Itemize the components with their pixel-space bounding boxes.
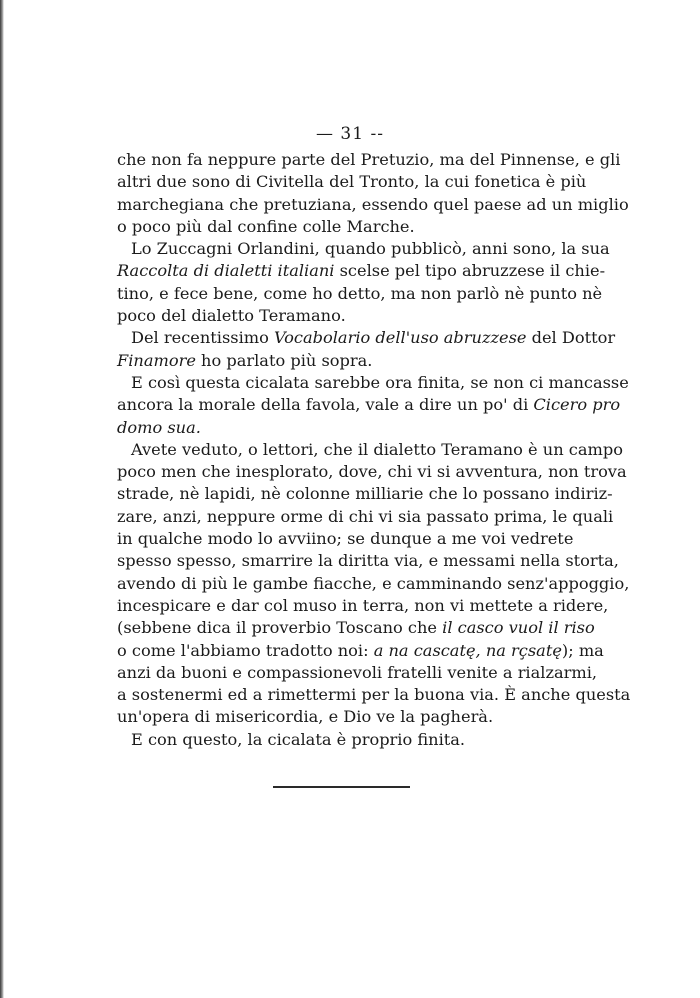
text-line: tino, e fece bene, come ho detto, ma non parlò nè punto nè [117,283,603,303]
scan-edge-shadow [0,0,4,998]
text-line: poco del dialetto Teramano. [117,306,346,326]
text-line: poco men che inesplorato, dove, chi vi si avventura, non trova [117,462,627,482]
text-line: zare, anzi, neppure orme di chi vi sia passato prima, le quali [117,506,614,526]
text-line: un'opera di misericordia, e Dio ve la pagherà. [117,707,494,727]
text-line: o come l'abbiamo tradotto noi: a na cascatę, na rçsatę); ma [117,640,604,660]
text-line: in qualche modo lo avviino; se dunque a me voi vedrete [117,529,574,549]
dialect-phrase-italic: a na cascatę, na rçsatę [373,640,562,660]
text-line [117,417,565,439]
latin-phrase-italic: Cicero pro [533,395,621,415]
paragraph-start-line: E così questa cicalata sarebbe ora finita, se non ci mancasse [131,372,629,392]
text-line: a sostenermi ed a rimettermi per la buona via. È anche questa [117,685,631,705]
text-line: o poco più dal confine colle Marche. [117,216,415,236]
text-line: Raccolta di dialetti italiani scelse pel tipo abruzzese il chie- [117,261,606,281]
text-line: (sebbene dica il proverbio Toscano che il casco vuol il riso [117,618,595,638]
latin-phrase-italic: domo sua. [117,417,201,437]
text-line: ancora la morale della favola, vale a dire un po' di Cicero pro [117,395,621,415]
text-line: anzi da buoni e compassionevoli fratelli venite a rialzarmi, [117,662,598,682]
body-text [117,149,631,751]
author-name-italic: Finamore [117,350,196,370]
book-title-italic: Vocabolario dell'uso abruzzese [273,328,527,348]
text-line: marchegiana che pretuziana, essendo quel paese ad un miglio [117,194,629,214]
proverb-italic: il casco vuol il riso [442,618,595,638]
text-line: incespicare e dar col muso in terra, non vi mettete a ridere, [117,595,609,615]
paragraph-start-line: E con questo, la cicalata è proprio finita. [131,729,466,749]
text-line: spesso spesso, smarrire la diritta via, e messami nella storta, [117,551,619,571]
book-title-italic: Raccolta di dialetti italiani [117,261,335,281]
text-line: che non fa neppure parte del Pretuzio, ma del Pinnense, e gli [117,150,621,169]
paragraph-start-line: Del recentissimo Vocabolario dell'uso abruzzese del Dottor [131,328,616,348]
closing-rule [273,786,410,788]
paragraph-start-line: Avete veduto, o lettori, che il dialetto Teramano è un campo [131,439,623,459]
text-line: altri due sono di Civitella del Tronto, la cui fonetica è più [117,172,587,192]
text-line: strade, nè lapidi, nè colonne milliarie che lo possano indiriz- [117,484,613,504]
paragraph-start-line: Lo Zuccagni Orlandini, quando pubblicò, anni sono, la sua [131,239,610,259]
text-line: avendo di più le gambe fiacche, e camminando senz'appoggio, [117,573,630,593]
text-line: Finamore ho parlato più sopra. [117,350,373,370]
page-number: — 31 -- [316,124,384,144]
